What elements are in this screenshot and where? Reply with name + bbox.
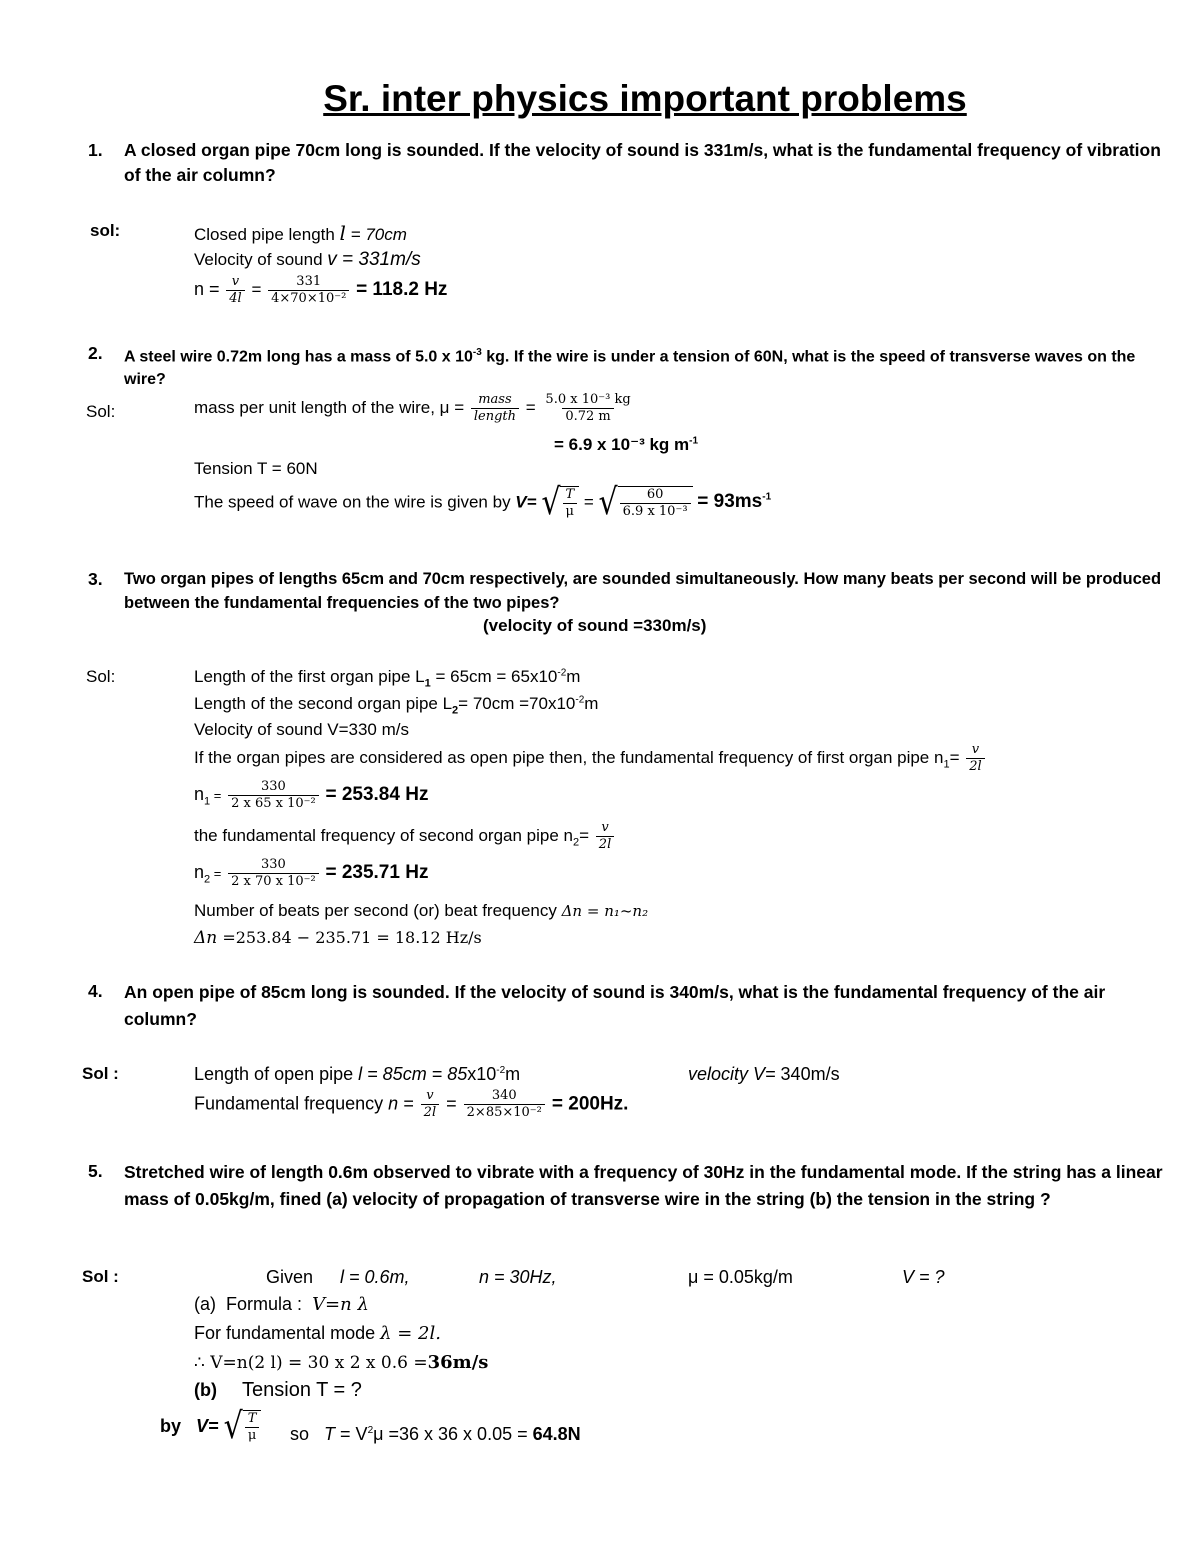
- solution-line: Length of open pipe $l = 85cm = 85x10^{-2}m$: [194, 1064, 521, 1084]
- question-text: Stretched wire of length 0.6m observed to vibrate with a frequency of 30Hz in the fundamental mode. If the string has a linear mass of 0.05kg/m, fined (a) velocity of propagation of transverse wire in the string (b) the tension in the string ?: [124, 1162, 1163, 1209]
- solution-formula: by V= √ $\frac{T}{\mu}$: [160, 1410, 261, 1444]
- solution-line: Closed pipe length l = 70cm: [194, 221, 407, 245]
- solution-line: Number of beats per second (or) beat frequency Δn = n₁~n₂: [194, 901, 649, 920]
- fraction: $\frac{\text{mass}}{\text{length}}$: [471, 392, 519, 425]
- result-value: = 118.2 Hz: [356, 278, 448, 300]
- square-root: √ $\frac{T}{\mu}$: [224, 1410, 262, 1444]
- solution-label: Sol:: [86, 667, 116, 686]
- given-linear-mass: μ = 0.05kg/m: [688, 1267, 793, 1287]
- solution-line: For fundamental mode λ = 2l.: [194, 1323, 441, 1344]
- given-velocity: V = ?: [902, 1267, 945, 1287]
- result-value: = 253.84 Hz: [325, 783, 429, 805]
- solution-line: Length of the first organ pipe $L_1 = 65cm = 65x10^{-2}m$: [194, 667, 581, 690]
- solution-line: so $T = V^2\mu =36$ x 36 x 0.05 = 64.8N: [290, 1424, 581, 1444]
- given-length: l = 0.6m,: [340, 1267, 410, 1287]
- solution-formula: the fundamental frequency of second organ pipe $n_2=$ $\frac{v}{2l}$: [194, 820, 616, 853]
- solution-label: Sol :: [82, 1064, 119, 1083]
- question-number: 2.: [88, 343, 103, 363]
- question-number: 1.: [88, 140, 103, 160]
- solution-line: Tension T = 60N: [194, 459, 318, 478]
- question-text: Two organ pipes of lengths 65cm and 70cm respectively, are sounded simultaneously. How many beats per second will be produced between the fundamental frequencies of the two pipes?: [124, 570, 1162, 612]
- square-root: √ $\frac{60}{\text{6.9 x 10⁻³}}$: [599, 486, 693, 520]
- question-number: 3.: [88, 569, 103, 589]
- part-b: (b) Tension T = ?: [194, 1379, 362, 1401]
- fraction: $\frac{v}{4l}$: [226, 274, 244, 307]
- solution-formula: mass per unit length of the wire, μ = $\frac{\text{mass}}{\text{length}}$ = $\frac{\text{5.0 x 10⁻³ kg}}{0.72 m}$: [194, 392, 636, 425]
- solution-formula: Fundamental frequency n = $\frac{v}{2l}$ = $\frac{340}{\text{2×85×10⁻²}}$ = 200Hz.: [194, 1088, 629, 1120]
- solution-formula: If the organ pipes are considered as open pipe then, the fundamental frequency of first organ pipe $n_1=$ $\frac{v}{2l}$: [194, 742, 987, 775]
- question-text: An open pipe of 85cm long is sounded. If the velocity of sound is 340m/s, what is the fundamental frequency of the air column?: [124, 982, 1106, 1029]
- square-root: √ $\frac{T}{\mu}$: [541, 486, 579, 520]
- question-text: A steel wire 0.72m long has a mass of 5.0 x $10^{-3}$ kg. If the wire is under a tension of 60N, what is the speed of transverse waves on the wire?: [124, 347, 1136, 389]
- solution-line: ∴ V=n(2 l) = 30 x 2 x 0.6 =36m/s: [194, 1352, 489, 1373]
- solution-formula: $n_2$ = $\frac{330}{\text{2 x 70 x 10⁻²}}$ = 235.71 Hz: [194, 857, 429, 889]
- part-a: (a) Formula : V=n λ: [194, 1294, 369, 1315]
- solution-line: Length of the second organ pipe $L_2= 70cm =70x10^{-2}m$: [194, 694, 599, 717]
- solution-line: Velocity of sound V=330 m/s: [194, 720, 409, 739]
- fraction: $\frac{340}{\text{2×85×10⁻²}}$: [464, 1088, 545, 1121]
- solution-label: Sol:: [86, 402, 116, 421]
- solution-label: sol:: [90, 221, 121, 240]
- solution-line: = 6.9 x 10⁻³ kg $m^{-1}$: [554, 435, 699, 454]
- fraction: $\frac{v}{2l}$: [966, 742, 984, 775]
- fraction: $\frac{330}{\text{2 x 70 x 10⁻²}}$: [228, 857, 319, 890]
- page-title: Sr. inter physics important problems: [323, 78, 967, 119]
- given-frequency: n = 30Hz,: [479, 1267, 557, 1287]
- solution-formula: n = $\frac{v}{4l}$ = $\frac{331}{\text{4×70×10⁻²}}$ = 118.2 Hz: [194, 274, 448, 306]
- fraction: $\frac{330}{\text{2 x 65 x 10⁻²}}$: [228, 779, 319, 812]
- result-value: = 235.71 Hz: [325, 861, 429, 883]
- velocity-given: velocity V= 340m/s: [688, 1064, 840, 1084]
- result-value: 64.8N: [532, 1424, 581, 1444]
- solution-line: Velocity of sound v = 331m/s: [194, 249, 421, 270]
- solution-formula: The speed of wave on the wire is given by V= √ $\frac{T}{\mu}$ = √ $\frac{60}{\text{6.9 x 10⁻³}}$ = $93ms^{-1}$: [194, 481, 772, 524]
- fraction: $\frac{v}{2l}$: [421, 1088, 439, 1121]
- fraction: $\frac{331}{\text{4×70×10⁻²}}$: [268, 274, 349, 307]
- result-value: = $93ms^{-1}$: [697, 491, 772, 513]
- question-number: 5.: [88, 1161, 103, 1181]
- solution-label: Sol :: [82, 1267, 119, 1286]
- question-number: 4.: [88, 981, 103, 1001]
- given-label: Given: [266, 1267, 314, 1287]
- given-data: (velocity of sound =330m/s): [483, 616, 707, 635]
- question-text: A closed organ pipe 70cm long is sounded. If the velocity of sound is 331m/s, what is the fundamental frequency of vibration of the air column?: [124, 140, 1161, 185]
- result-value: = 200Hz.: [551, 1093, 629, 1115]
- solution-line: Δn =253.84 − 235.71 = 18.12 Hz/s: [194, 928, 482, 948]
- solution-formula: $n_1$ = $\frac{330}{\text{2 x 65 x 10⁻²}}$ = 253.84 Hz: [194, 779, 429, 811]
- fraction: $\frac{\text{5.0 x 10⁻³ kg}}{0.72 m}$: [545, 392, 631, 424]
- fraction: $\frac{v}{2l}$: [596, 820, 614, 853]
